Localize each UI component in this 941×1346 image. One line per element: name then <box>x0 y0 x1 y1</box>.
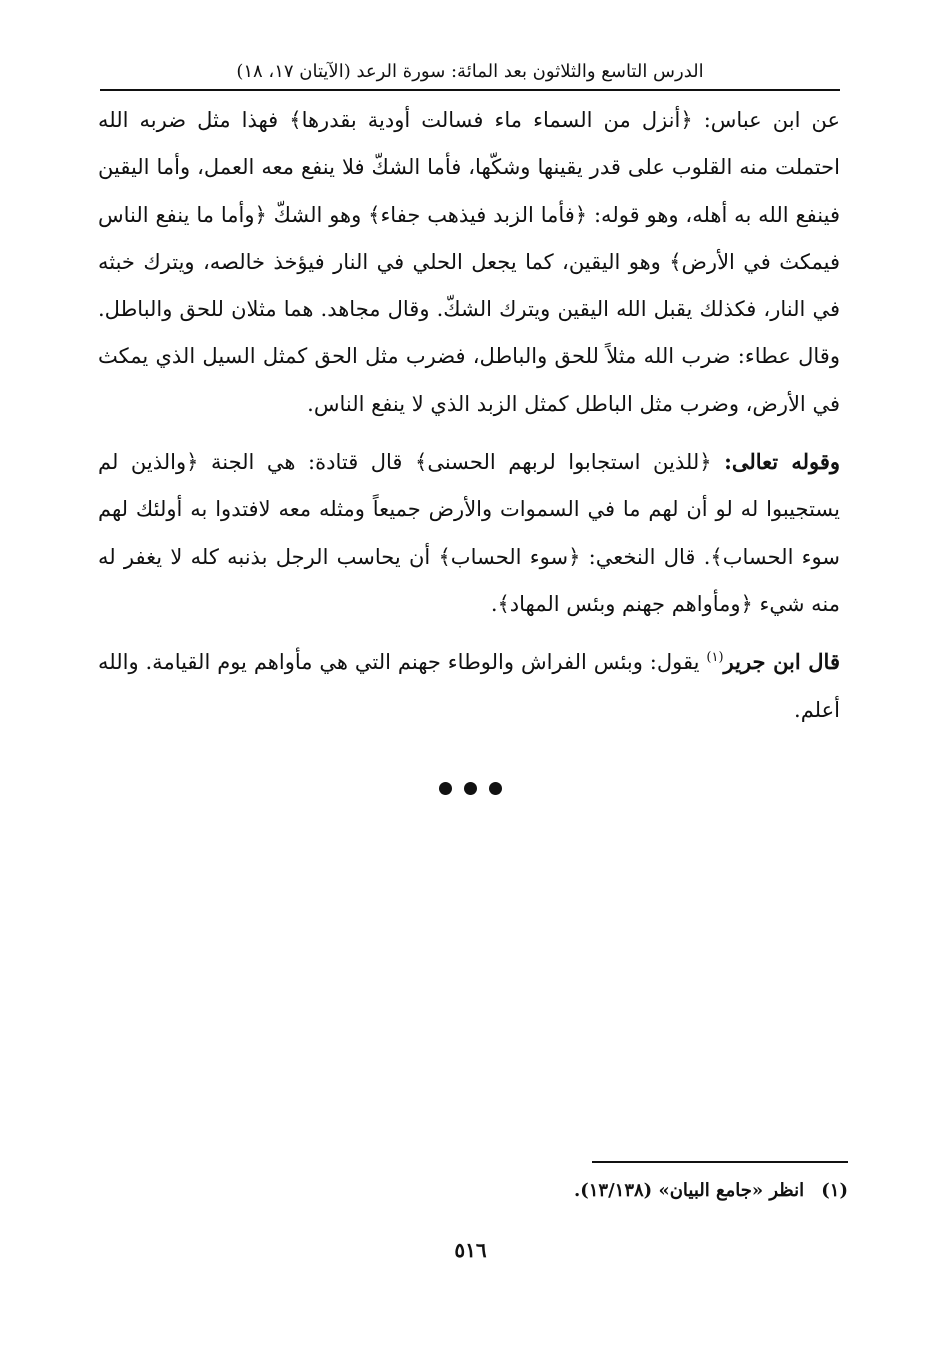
separator-dot-icon <box>464 782 477 795</box>
footnote-text: انظر «جامع البيان» (١٣/١٣٨). <box>573 1180 805 1201</box>
paragraph-ibn-jarir <box>98 638 840 734</box>
paragraph-verse-commentary <box>98 438 840 628</box>
running-header: الدرس التاسع والثلاثون بعد المائة: سورة الرعد (الآيتان ١٧، ١٨) <box>236 61 704 82</box>
paragraph-ibn-abbas <box>98 96 840 428</box>
section-separator <box>0 776 941 801</box>
footnote-marker: (١) <box>821 1180 848 1201</box>
separator-dot-icon <box>439 782 452 795</box>
paragraph-text: يقول: وبئس الفراش والوطاء جهنم التي هي مأواهم يوم القيامة. والله أعلم. <box>98 650 840 722</box>
separator-dot-icon <box>489 782 502 795</box>
footnote <box>400 1176 848 1206</box>
footnote-rule <box>592 1161 848 1163</box>
paragraph-lead: وقوله تعالى: <box>724 449 841 475</box>
paragraph-text: عن ابن عباس: ﴿أنزل من السماء ماء فسالت أودية بقدرها﴾ فهذا مثل ضربه الله احتملت منه القلوب على قدر يقينها وشكّها، فأما الشكّ فلا ينفع معه العمل، وأما اليقين فينفع الله به أهله، وهو قوله: ﴿فأما الزبد فيذهب جفاء﴾ وهو الشكّ ﴿وأما ما ينفع الناس فيمكث في الأرض﴾ وهو اليقين، كما يجعل الحلي في النار فيؤخذ خالصه، ويترك خبثه في النار، فكذلك يقبل الله اليقين ويترك الشكّ. وقال مجاهد. هما مثلان للحق والباطل. وقال عطاء: ضرب الله مثلاً للحق والباطل، فضرب مثل الحق كمثل السيل الذي يمكث في الأرض، وضرب مثل الباطل كمثل الزبد الذي لا ينفع الناس. <box>98 108 840 416</box>
body-text <box>98 96 840 734</box>
header-rule <box>100 89 840 91</box>
footnote-reference[interactable]: (١) <box>706 650 724 666</box>
paragraph-text: ﴿للذين استجابوا لربهم الحسنى﴾ قال قتادة: هي الجنة ﴿والذين لم يستجيبوا له لو أن لهم ما في السموات والأرض جميعاً ومثله معه لافتدوا به أولئك لهم سوء الحساب﴾. قال النخعي: ﴿سوء الحساب﴾ أن يحاسب الرجل بذنبه كله لا يغفر له منه شيء ﴿ومأواهم جهنم وبئس المهاد﴾. <box>98 450 840 616</box>
page-number: ٥١٦ <box>454 1238 487 1262</box>
paragraph-lead: قال ابن جرير <box>723 649 840 675</box>
